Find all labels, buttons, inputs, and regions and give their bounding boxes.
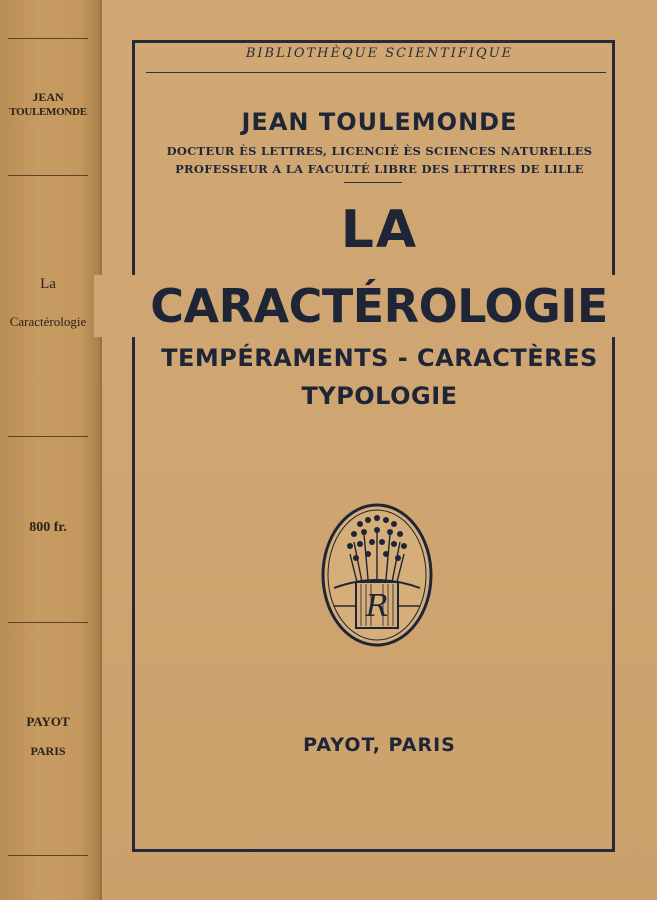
spine-price: 800 fr.	[29, 520, 67, 535]
author-name: JEAN TOULEMONDE	[241, 108, 518, 136]
spine-author-first: JEAN	[32, 90, 64, 104]
spine-title-article: La	[40, 276, 56, 292]
spine-publisher: PAYOT	[26, 714, 70, 729]
book-spine	[0, 0, 102, 900]
spine-author-last: TOULEMONDE	[9, 106, 87, 118]
title-article: LA	[340, 200, 419, 260]
publisher-emblem-icon	[320, 502, 434, 648]
spine-rule	[8, 622, 88, 623]
book-cover	[102, 0, 657, 900]
svg-text:R: R	[365, 589, 389, 624]
spine-title: Caractérologie	[9, 314, 87, 329]
author-rule	[344, 182, 402, 183]
publisher-name: PAYOT, PARIS	[303, 734, 456, 756]
spine-rule	[8, 855, 88, 856]
series-rule	[146, 72, 606, 73]
spine-city: PARIS	[30, 744, 66, 758]
author-credentials-1: DOCTEUR ÈS LETTRES, LICENCIÉ ÈS SCIENCES NATURELLES	[166, 144, 593, 158]
spine-rule	[8, 175, 88, 176]
subtitle-line-2: TYPOLOGIE	[301, 382, 458, 410]
spine-rule	[8, 436, 88, 437]
series-title: BIBLIOTHÈQUE SCIENTIFIQUE	[245, 46, 514, 61]
subtitle-line-1: TEMPÉRAMENTS - CARACTÈRES	[161, 344, 598, 372]
spine-rule	[8, 38, 88, 39]
book-title: CARACTÉROLOGIE	[94, 275, 657, 337]
author-credentials-2: PROFESSEUR A LA FACULTÉ LIBRE DES LETTRES DE LILLE	[175, 162, 584, 176]
